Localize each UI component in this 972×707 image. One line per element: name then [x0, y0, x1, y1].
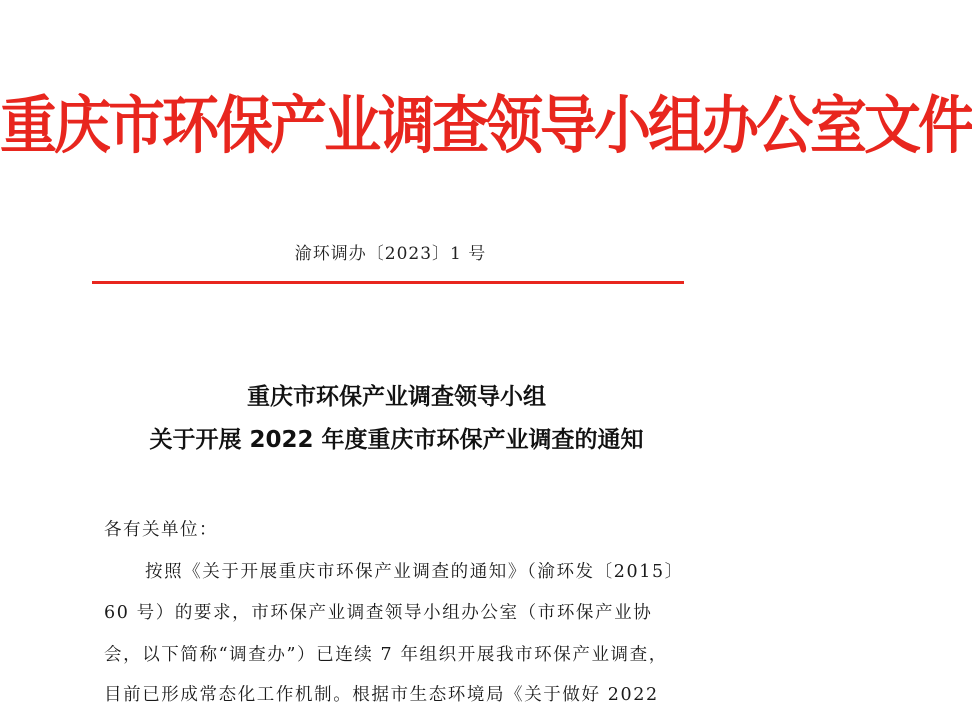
document-title-line-1: 重庆市环保产业调查领导小组	[247, 384, 546, 410]
body-paragraph-line: 按照《关于开展重庆市环保产业调查的通知》（渝环发〔2015〕	[145, 562, 684, 582]
body-paragraph-line: 会，以下简称“调查办”）已连续 7 年组织开展我市环保产业调查，	[104, 645, 668, 665]
document-title-line-2: 关于开展 2022 年度重庆市环保产业调查的通知	[149, 427, 644, 453]
body-paragraph-line: 目前已形成常态化工作机制。根据市生态环境局《关于做好 2022	[104, 685, 659, 705]
red-divider-line	[92, 281, 684, 284]
salutation: 各有关单位：	[104, 520, 218, 540]
document-number: 渝环调办〔2023〕1 号	[294, 244, 487, 264]
issuing-office-header: 重庆市环保产业调查领导小组办公室文件	[0, 89, 972, 163]
body-paragraph-line: 60 号）的要求，市环保产业调查领导小组办公室（市环保产业协	[104, 603, 653, 623]
